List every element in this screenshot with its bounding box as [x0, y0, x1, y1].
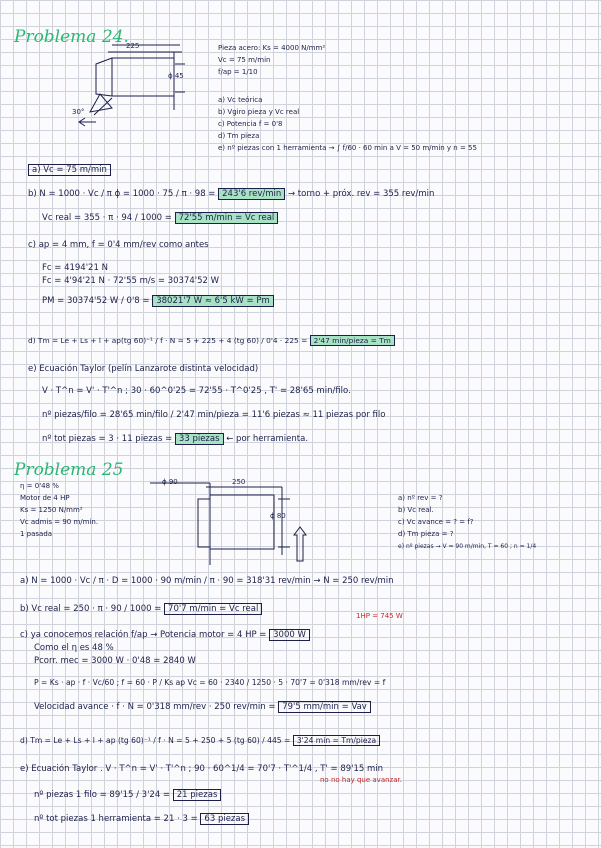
p24-answer-c3: Fc = 4'94'21 N · 72'55 m/s = 30374'52 W	[42, 276, 220, 286]
problem-24-diagram	[60, 40, 190, 135]
p25-answer-e3: nº tot piezas 1 herramienta = 21 · 3 = 63 piezas	[34, 814, 249, 824]
p25-answer-c1: c) ya conocemos relación f/ap → Potencia motor = 4 HP = 3000 W	[20, 630, 310, 640]
p24-data-2: f/ap = 1/10	[218, 68, 258, 76]
p25-answer-a: a) N = 1000 · Vc / π · D = 1000 · 90 m/min / π · 90 = 318'31 rev/min → N = 250 rev/min	[20, 576, 394, 586]
p25-hp-note: 1HP = 745 W	[356, 612, 403, 620]
p25-answer-c2: Como el η es 48 %	[34, 643, 114, 653]
p25-answer-c4: P = Ks · ap · f · Vc/60 ; f = 60 · P / Ks ap Vc = 60 · 2340 / 1250 · 5 · 70'7 = 0'318 mm/rev = f	[34, 678, 386, 687]
p25-answer-e1: e) Ecuación Taylor . V · T^n = V' · T'^n ; 90 · 60^1/4 = 70'7 · T'^1/4 , T' = 89'15 min	[20, 764, 384, 774]
p24-answer-b1: b) N = 1000 · Vc / π ϕ = 1000 · 75 / π · 98 = 243'6 rev/min → torno + próx. rev = 355 rev/min	[28, 189, 435, 199]
p24-answer-c2: Fc = 4194'21 N	[42, 263, 108, 273]
p24-question-b: b) Vgiro pieza y Vc real	[218, 108, 300, 116]
p24-question-d: d) Tm pieza	[218, 132, 260, 140]
p25-data-2: Ks = 1250 N/mm²	[20, 506, 83, 514]
p25-answer-c3: Pcorr. mec = 3000 W · 0'48 = 2840 W	[34, 656, 196, 666]
p25-data-4: 1 pasada	[20, 530, 53, 538]
p25-answer-b: b) Vc real = 250 · π · 90 / 1000 = 70'7 m/min = Vc real	[20, 604, 262, 614]
p25-data-1: Motor de 4 HP	[20, 494, 70, 502]
p24-question-a: a) Vc teórica	[218, 96, 263, 104]
p24-answer-c4: PM = 30374'52 W / 0'8 = 38021'7 W ≈ 6'5 kW = Pm	[42, 296, 274, 306]
p25-data-0: η = 0'48 %	[20, 482, 59, 490]
p25-question-e: e) nº piezas → V = 90 m/min, T = 60 ; n = 1/4	[398, 543, 537, 550]
p24-answer-c1: c) ap = 4 mm, f = 0'4 mm/rev como antes	[28, 240, 209, 250]
p25-dim-height: ϕ 80	[270, 512, 286, 520]
p24-question-c: c) Potencia f = 0'8	[218, 120, 283, 128]
p24-data-1: Vc = 75 m/min	[218, 56, 271, 64]
p25-answer-d: d) Tm = Le + Ls + l + ap (tg 60)⁻¹ / f · N = 5 + 250 + 5 (tg 60) / 445 = 3'24 min = Tm/pieza	[20, 736, 380, 746]
p25-answer-c5: Velocidad avance · f · N = 0'318 mm/rev · 250 rev/min = 79'5 mm/min = Vav	[34, 702, 371, 712]
p24-answer-e4: nº tot piezas = 3 · 11 piezas = 33 piezas ← por herramienta.	[42, 434, 309, 444]
p24-answer-e2: V · T^n = V' · T'^n ; 30 · 60^0'25 = 72'55 · T^0'25 , T' = 28'65 min/filo.	[42, 386, 351, 396]
p24-data-0: Pieza acero: Ks = 4000 N/mm²	[218, 44, 326, 52]
p25-dim-left: ϕ 90	[162, 478, 178, 486]
p25-taylor-note: no no hay que avanzar.	[320, 776, 402, 784]
problem-24-title: Problema 24.	[14, 27, 129, 47]
p24-answer-e3: nº piezas/filo = 28'65 min/filo / 2'47 min/pieza = 11'6 piezas ≈ 11 piezas por filo	[42, 410, 386, 420]
p24-answer-b2: Vc real = 355 · π · 94 / 1000 = 72'55 m/min = Vc real	[42, 213, 278, 223]
p24-dim-width: 225	[126, 42, 140, 50]
p25-question-a: a) nº rev = ?	[398, 494, 443, 502]
problem-25-diagram	[150, 475, 310, 575]
p25-question-d: d) Tm pieza = ?	[398, 530, 454, 538]
p24-answer-e1: e) Ecuación Taylor (pelín Lanzarote distinta velocidad)	[28, 364, 259, 374]
p24-answer-a: a) Vc = 75 m/min	[28, 165, 111, 175]
p24-dim-height: ϕ 45	[168, 72, 184, 80]
problem-25-title: Problema 25	[14, 460, 124, 480]
p24-angle: 30°	[72, 108, 85, 116]
p24-answer-d: d) Tm = Le + Ls + l + ap(tg 60)⁻¹ / f · N = 5 + 225 + 4 (tg 60) / 0'4 · 225 = 2'47 min/pieza = Tm	[28, 336, 395, 346]
p25-question-b: b) Vc real.	[398, 506, 434, 514]
p25-question-c: c) Vc avance = ? = f?	[398, 518, 474, 526]
p25-dim-width: 250	[232, 478, 246, 486]
p25-answer-e2: nº piezas 1 filo = 89'15 / 3'24 = 21 piezas	[34, 790, 221, 800]
p24-question-e: e) nº piezas con 1 herramienta → ∫ f/60 · 60 min a V = 50 m/min y n = 55	[218, 144, 477, 152]
p25-data-3: Vc admis = 90 m/min.	[20, 518, 99, 526]
